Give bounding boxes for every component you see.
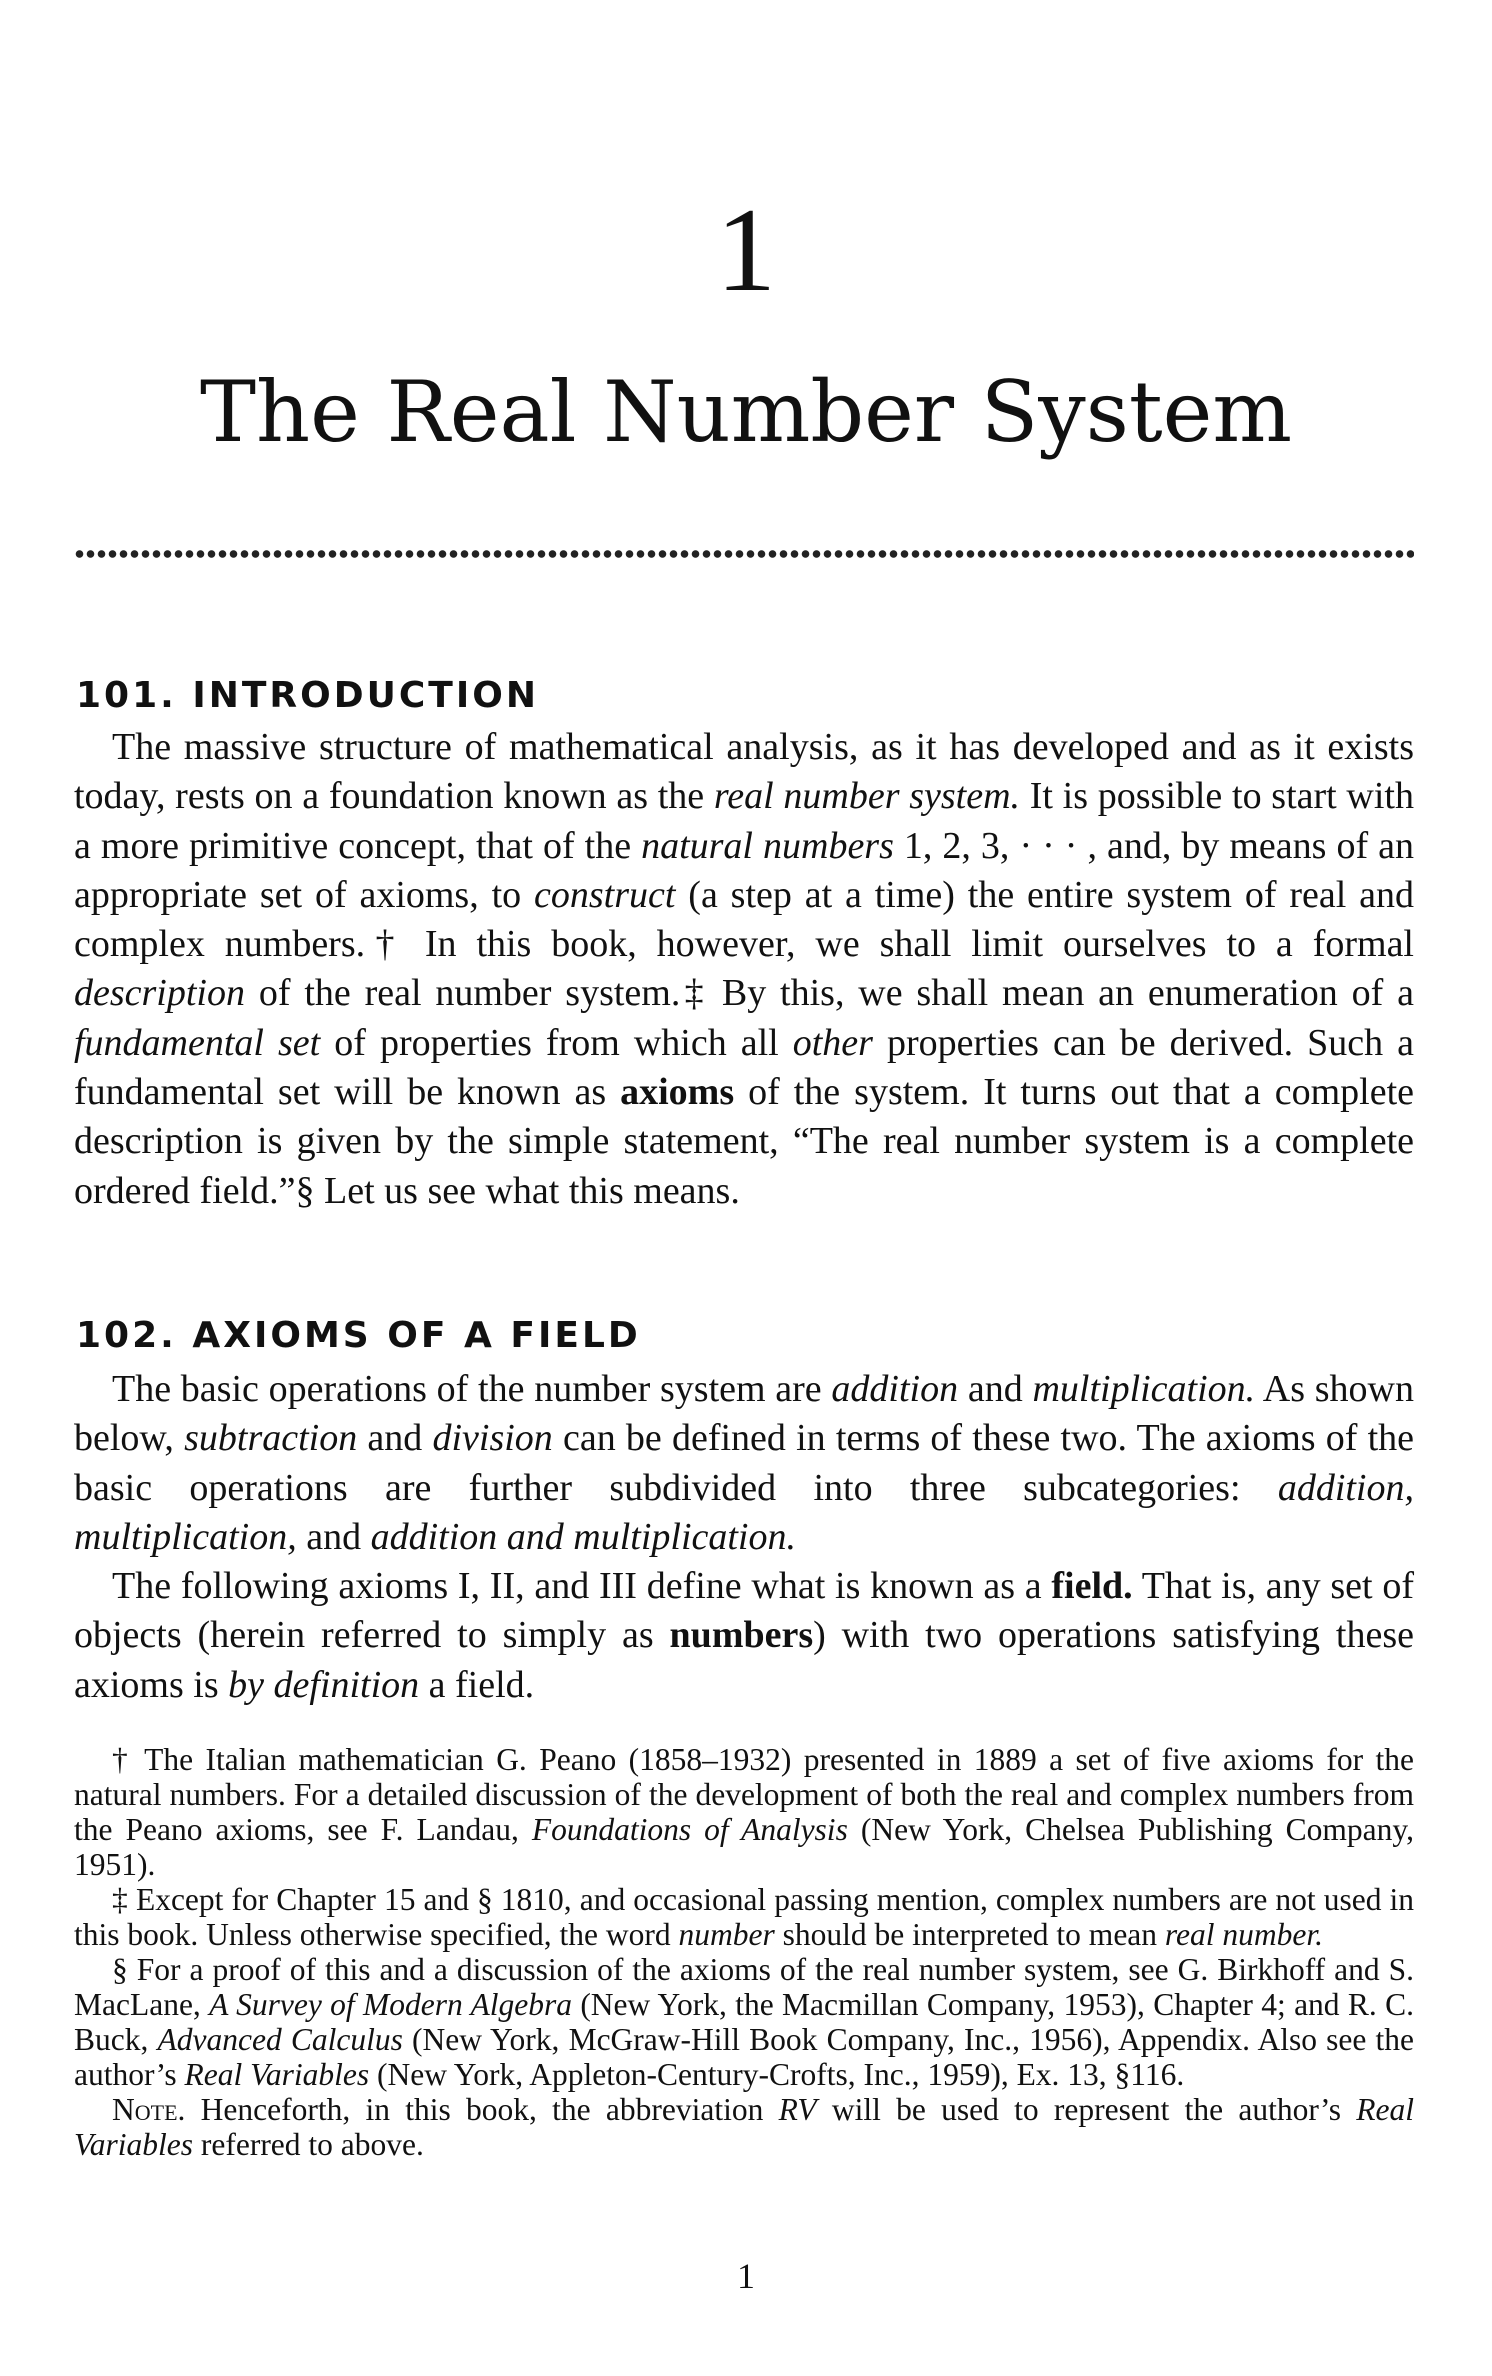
paragraph-field-definition: The following axioms I, II, and III define what is known as a field. That is, any set of objects (herein referred to simply as numbers) with two operations satisfying these axioms is by definition a field. xyxy=(74,1565,1415,1706)
footnote-double-dagger: ‡ Except for Chapter 15 and § 1810, and occasional passing mention, complex numbers are not used in this book. Unless otherwise specified, the word number should be interpreted to mean real number. xyxy=(74,1882,1414,1952)
paragraph-introduction: The massive structure of mathematical analysis, as it has developed and as it exists today, rests on a foundation known as the real number system. It is possible to start with a more primitive concept, that of the natural numbers 1, 2, 3, · · · , and, by means of an appropriate set of axioms, to construct (a step at a time) the entire system of real and complex numbers.† In this book, however, we shall limit ourselves to a formal description of the real number system.‡ By this, we shall mean an enumeration of a fundamental set of properties from which all other properties can be derived. Such a fundamental set will be known as axioms of the system. It turns out that a complete description is given by the simple statement, “The real number system is a complete ordered field.”§ Let us see what this means. xyxy=(74,726,1415,1212)
footnote-dagger: † The Italian mathematician G. Peano (1858–1932) presented in 1889 a set of five axioms for the natural numbers. For a detailed discussion of the development of both the real and complex numbers from the Peano axioms, see F. Landau, Foundations of Analysis (New York, Chelsea Publishing Company, 1951). xyxy=(74,1742,1414,1882)
paragraph-basic-operations: The basic operations of the number system are addition and multiplication. As shown below, subtraction and division can be defined in terms of these two. The axioms of the basic operations are further subdivided into three subcategories: addition, multiplication, and addition and multiplication. xyxy=(74,1368,1415,1558)
section-101-body xyxy=(74,723,1414,1216)
footnotes xyxy=(74,1742,1414,2162)
footnote-section: § For a proof of this and a discussion of the axioms of the real number system, see G. Birkhoff and S. MacLane, A Survey of Modern Algebra (New York, the Macmillan Company, 1953), Chapter 4; and R. C. Buck, Advanced Calculus (New York, McGraw-Hill Book Company, Inc., 1956), Appendix. Also see the author’s Real Variables (New York, Appleton-Century-Crofts, Inc., 1959), Ex. 13, §116. xyxy=(74,1952,1414,2092)
page-number: 1 xyxy=(737,2256,755,2296)
section-heading-101: 101. INTRODUCTION xyxy=(76,675,539,716)
chapter-title: The Real Number System xyxy=(200,363,1292,461)
section-heading-102: 102. AXIOMS OF A FIELD xyxy=(76,1315,641,1356)
chapter-number: 1 xyxy=(716,183,776,316)
section-102-body xyxy=(74,1365,1414,1710)
footnote-note: Note. Henceforth, in this book, the abbreviation RV will be used to represent the author’s Real Variables referred to above. xyxy=(74,2092,1414,2162)
ornamental-rule xyxy=(74,545,1414,563)
